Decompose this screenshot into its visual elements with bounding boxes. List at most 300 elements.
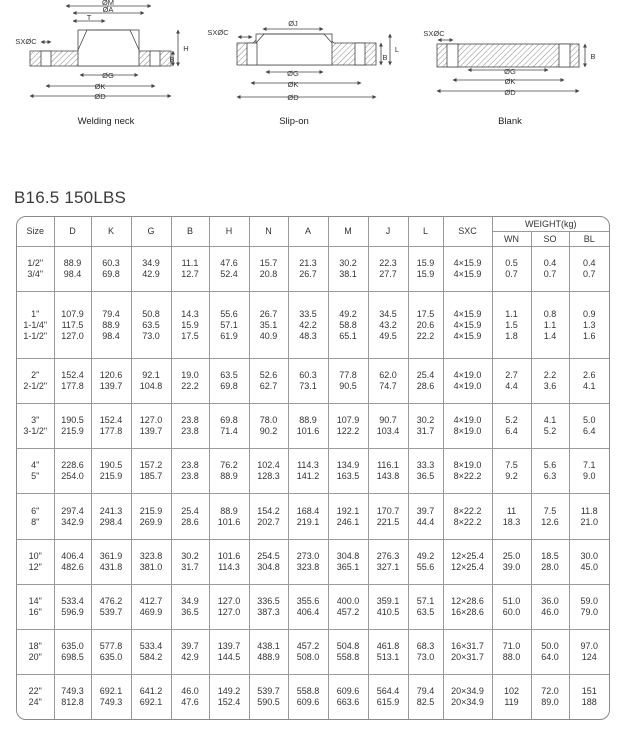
cell-value: 7.5 <box>543 505 557 516</box>
cell-value: 0.5 <box>505 258 518 269</box>
cell-m <box>328 584 368 629</box>
cell-value: 215.9 <box>61 426 84 437</box>
cell-value: 410.5 <box>376 606 400 617</box>
cell-m <box>328 247 368 292</box>
cell-value: 38.1 <box>339 269 357 280</box>
cell-value: 3.6 <box>543 381 557 392</box>
cell-value: 1.1 <box>505 308 518 319</box>
cell-value: 190.5 <box>61 415 84 426</box>
cell-h <box>209 404 249 449</box>
cell-value: 17.5 <box>416 308 435 319</box>
cell-h <box>209 630 249 675</box>
cell-d <box>54 675 91 719</box>
cell-value: 3-1/2" <box>23 426 48 437</box>
cell-value: 18.3 <box>502 516 521 527</box>
cell-value: 190.5 <box>99 460 123 471</box>
cell-k <box>91 247 131 292</box>
cell-value: 8×22.2 <box>453 505 482 516</box>
cell-l <box>408 404 443 449</box>
cell-value: 20×34.9 <box>451 697 484 708</box>
cell-value: 0.9 <box>583 308 596 319</box>
cell-value: 127.0 <box>217 595 241 606</box>
cell-n <box>249 584 288 629</box>
cell-value: 88.9 <box>220 471 238 482</box>
caption-welding-neck: Welding neck <box>77 116 135 127</box>
cell-value: 215.9 <box>139 505 163 516</box>
cell-sxc <box>443 494 492 539</box>
cell-value: 7.5 <box>505 460 518 471</box>
cell-k <box>91 449 131 494</box>
cell-value: 4×19.0 <box>453 381 482 392</box>
cell-value: 20.6 <box>416 319 435 330</box>
cell-value: 533.4 <box>139 641 163 652</box>
cell-value: 12.6 <box>541 516 559 527</box>
cell-value: 0.4 <box>543 258 557 269</box>
table-row <box>17 292 609 359</box>
header-h: H <box>209 217 249 247</box>
cell-n <box>249 494 288 539</box>
cell-n <box>249 539 288 584</box>
dimension-table <box>17 217 609 719</box>
cell-b <box>171 675 209 719</box>
cell-value: 144.5 <box>217 652 241 663</box>
cell-value: 89.0 <box>541 697 559 708</box>
cell-value: 4×15.9 <box>453 308 482 319</box>
cell-d <box>54 404 91 449</box>
cell-size <box>17 449 54 494</box>
cell-value: 16" <box>28 606 42 617</box>
cell-j <box>368 358 408 403</box>
cell-value: 2-1/2" <box>23 381 48 392</box>
cell-value: 141.2 <box>296 471 320 482</box>
caption-blank: Blank <box>498 116 522 127</box>
cell-value: 14" <box>28 595 42 606</box>
cell-value: 387.3 <box>257 606 280 617</box>
cell-value: 406.4 <box>296 606 320 617</box>
header-wn: WN <box>492 232 531 247</box>
cell-value: 488.9 <box>257 652 280 663</box>
header-b: B <box>171 217 209 247</box>
cell-value: 4×15.9 <box>453 319 482 330</box>
cell-h <box>209 539 249 584</box>
cell-bl <box>569 630 609 675</box>
cell-value: 61.9 <box>220 330 238 341</box>
cell-value: 2" <box>31 370 40 381</box>
header-n: N <box>249 217 288 247</box>
cell-value: 4×15.9 <box>453 269 482 280</box>
cell-m <box>328 539 368 584</box>
cell-value: 564.4 <box>376 686 400 697</box>
cell-value: 21.3 <box>299 258 317 269</box>
table-row <box>17 358 609 403</box>
header-j: J <box>368 217 408 247</box>
cell-l <box>408 247 443 292</box>
cell-value: 6.4 <box>505 426 518 437</box>
cell-value: 615.9 <box>376 697 400 708</box>
cell-h <box>209 675 249 719</box>
cell-j <box>368 247 408 292</box>
label-g: ØG <box>504 67 516 76</box>
cell-value: 5.6 <box>543 460 557 471</box>
cell-so <box>531 404 569 449</box>
cell-value: 4.1 <box>543 415 557 426</box>
cell-value: 2.6 <box>583 370 596 381</box>
cell-sxc <box>443 630 492 675</box>
cell-d <box>54 539 91 584</box>
cell-value: 46.0 <box>181 686 199 697</box>
cell-value: 219.1 <box>296 516 320 527</box>
cell-value: 23.8 <box>181 471 199 482</box>
cell-j <box>368 449 408 494</box>
cell-value: 152.4 <box>61 370 84 381</box>
cell-value: 60.3 <box>299 370 317 381</box>
cell-value: 457.2 <box>296 641 320 652</box>
cell-value: 101.6 <box>296 426 320 437</box>
cell-value: 78.0 <box>259 415 278 426</box>
cell-value: 11 <box>506 505 517 516</box>
cell-value: 139.7 <box>139 426 163 437</box>
cell-value: 188 <box>581 697 597 708</box>
cell-value: 63.5 <box>416 606 435 617</box>
cell-l <box>408 539 443 584</box>
cell-value: 18.5 <box>541 550 559 561</box>
cell-value: 698.5 <box>61 652 84 663</box>
cell-value: 2.7 <box>505 370 518 381</box>
cell-value: 79.4 <box>102 308 120 319</box>
cell-value: 143.8 <box>376 471 400 482</box>
cell-n <box>249 247 288 292</box>
cell-sxc <box>443 539 492 584</box>
cell-d <box>54 247 91 292</box>
cell-value: 103.4 <box>376 426 400 437</box>
cell-m <box>328 404 368 449</box>
cell-so <box>531 292 569 359</box>
cell-value: 69.8 <box>102 269 120 280</box>
cell-size <box>17 358 54 403</box>
cell-sxc <box>443 675 492 719</box>
cell-j <box>368 494 408 539</box>
label-k: ØK <box>287 80 299 89</box>
cell-d <box>54 584 91 629</box>
cell-size <box>17 494 54 539</box>
cell-so <box>531 358 569 403</box>
cell-value: 170.7 <box>376 505 400 516</box>
cell-value: 5.2 <box>505 415 518 426</box>
cell-g <box>131 449 171 494</box>
cell-value: 476.2 <box>99 595 123 606</box>
cell-value: 635.0 <box>99 652 123 663</box>
cell-l <box>408 630 443 675</box>
cell-value: 92.1 <box>142 370 160 381</box>
cell-g <box>131 247 171 292</box>
header-bl: BL <box>569 232 609 247</box>
cell-value: 269.9 <box>139 516 163 527</box>
cell-value: 30.0 <box>580 550 599 561</box>
cell-value: 20×31.7 <box>451 652 484 663</box>
cell-b <box>171 539 209 584</box>
cell-sxc <box>443 292 492 359</box>
cell-value: 4" <box>31 460 40 471</box>
cell-value: 79.4 <box>416 686 435 697</box>
cell-so <box>531 494 569 539</box>
cell-value: 36.5 <box>416 471 435 482</box>
cell-value: 60.0 <box>502 606 521 617</box>
cell-value: 1.4 <box>543 330 557 341</box>
cell-value: 12.7 <box>181 269 199 280</box>
table-row <box>17 247 609 292</box>
label-t: T <box>86 13 92 22</box>
cell-so <box>531 449 569 494</box>
cell-value: 221.5 <box>376 516 400 527</box>
cell-value: 117.5 <box>61 319 84 330</box>
label-l: L <box>394 45 400 54</box>
cell-value: 47.6 <box>181 697 199 708</box>
cell-value: 39.0 <box>502 561 521 572</box>
cell-value: 1.1 <box>543 319 557 330</box>
header-g: G <box>131 217 171 247</box>
cell-value: 533.4 <box>61 595 84 606</box>
cell-value: 12×28.6 <box>451 595 484 606</box>
cell-sxc <box>443 404 492 449</box>
cell-value: 26.7 <box>259 308 278 319</box>
cell-k <box>91 630 131 675</box>
cell-k <box>91 292 131 359</box>
header-so: SO <box>531 232 569 247</box>
cell-bl <box>569 404 609 449</box>
cell-bl <box>569 539 609 584</box>
cell-a <box>288 247 328 292</box>
cell-b <box>171 358 209 403</box>
cell-value: 596.9 <box>61 606 84 617</box>
cell-value: 254.5 <box>257 550 280 561</box>
cell-h <box>209 494 249 539</box>
cell-value: 22.3 <box>379 258 397 269</box>
cell-g <box>131 358 171 403</box>
cell-a <box>288 630 328 675</box>
cell-wn <box>492 494 531 539</box>
cell-value: 609.6 <box>296 697 320 708</box>
cell-value: 116.1 <box>377 460 399 471</box>
cell-value: 73.1 <box>299 381 317 392</box>
cell-value: 59.0 <box>580 595 599 606</box>
cell-value: 1.5 <box>505 319 518 330</box>
cell-value: 39.7 <box>416 505 435 516</box>
cell-value: 15.7 <box>259 258 278 269</box>
cell-value: 185.7 <box>139 471 163 482</box>
cell-value: 97.0 <box>580 641 599 652</box>
cell-value: 9.2 <box>505 471 518 482</box>
cell-value: 25.0 <box>502 550 521 561</box>
label-k: ØK <box>504 77 516 86</box>
cell-value: 50.8 <box>142 308 160 319</box>
cell-value: 241.3 <box>99 505 123 516</box>
cell-j <box>368 675 408 719</box>
cell-l <box>408 584 443 629</box>
cell-sxc <box>443 584 492 629</box>
cell-d <box>54 358 91 403</box>
cell-value: 327.1 <box>376 561 400 572</box>
cell-d <box>54 494 91 539</box>
cell-value: 19.0 <box>181 370 199 381</box>
cell-value: 28.6 <box>181 516 199 527</box>
cell-b <box>171 494 209 539</box>
cell-value: 22.2 <box>416 330 435 341</box>
cell-value: 22.2 <box>181 381 199 392</box>
cell-n <box>249 358 288 403</box>
cell-n <box>249 675 288 719</box>
cell-value: 692.1 <box>139 697 163 708</box>
cell-value: 215.9 <box>99 471 123 482</box>
cell-so <box>531 539 569 584</box>
cell-b <box>171 404 209 449</box>
cell-value: 20" <box>28 652 42 663</box>
table-title: B16.5 150LBS <box>14 188 127 207</box>
cell-value: 482.6 <box>61 561 84 572</box>
cell-value: 82.5 <box>416 697 435 708</box>
cell-value: 42.2 <box>299 319 317 330</box>
cell-value: 584.2 <box>139 652 163 663</box>
cell-so <box>531 247 569 292</box>
cell-b <box>171 449 209 494</box>
cell-value: 635.0 <box>61 641 84 652</box>
cell-value: 77.8 <box>339 370 357 381</box>
cell-value: 1.6 <box>583 330 596 341</box>
cell-value: 469.9 <box>139 606 163 617</box>
cell-value: 177.8 <box>99 426 123 437</box>
label-b: B <box>590 52 596 61</box>
cell-value: 102.4 <box>257 460 280 471</box>
cell-value: 8×22.2 <box>453 471 482 482</box>
cell-value: 134.9 <box>336 460 360 471</box>
slip-on-diagram <box>237 29 390 97</box>
cell-value: 15.9 <box>416 269 435 280</box>
label-d: ØD <box>504 88 516 97</box>
cell-value: 107.9 <box>61 308 84 319</box>
cell-value: 24" <box>28 697 42 708</box>
table-row <box>17 539 609 584</box>
cell-value: 5.2 <box>543 426 557 437</box>
cell-value: 34.5 <box>379 308 397 319</box>
cell-l <box>408 449 443 494</box>
cell-value: 298.4 <box>99 516 123 527</box>
cell-value: 52.6 <box>259 370 278 381</box>
cell-value: 3/4" <box>27 269 44 280</box>
header-l: L <box>408 217 443 247</box>
cell-value: 7.1 <box>583 460 596 471</box>
cell-m <box>328 630 368 675</box>
label-j: ØJ <box>288 19 298 28</box>
cell-value: 27.7 <box>379 269 397 280</box>
cell-value: 6.4 <box>583 426 596 437</box>
label-g: ØG <box>287 69 299 78</box>
cell-a <box>288 584 328 629</box>
cell-value: 60.3 <box>102 258 120 269</box>
cell-so <box>531 675 569 719</box>
cell-value: 457.2 <box>336 606 360 617</box>
cell-a <box>288 494 328 539</box>
cell-value: 1.8 <box>505 330 518 341</box>
table-row <box>17 404 609 449</box>
cell-value: 90.7 <box>379 415 397 426</box>
cell-value: 88.9 <box>220 505 238 516</box>
cell-value: 4×19.0 <box>453 415 482 426</box>
cell-value: 30.2 <box>181 550 199 561</box>
cell-wn <box>492 358 531 403</box>
cell-g <box>131 675 171 719</box>
cell-value: 64.0 <box>541 652 559 663</box>
header-size: Size <box>17 217 54 247</box>
cell-h <box>209 247 249 292</box>
cell-value: 90.2 <box>259 426 278 437</box>
cell-n <box>249 404 288 449</box>
label-h: H <box>183 44 189 53</box>
cell-value: 42.9 <box>142 269 160 280</box>
cell-value: 73.0 <box>416 652 435 663</box>
cell-value: 58.8 <box>339 319 357 330</box>
cell-value: 577.8 <box>99 641 123 652</box>
cell-value: 461.8 <box>376 641 400 652</box>
cell-value: 609.6 <box>336 686 360 697</box>
cell-a <box>288 539 328 584</box>
cell-value: 154.2 <box>257 505 280 516</box>
cell-value: 50.0 <box>541 641 559 652</box>
cell-value: 10" <box>28 550 42 561</box>
cell-l <box>408 675 443 719</box>
cell-value: 48.3 <box>299 330 317 341</box>
cell-value: 98.4 <box>63 269 82 280</box>
table-row <box>17 675 609 719</box>
cell-value: 26.7 <box>299 269 317 280</box>
cell-value: 323.8 <box>296 561 320 572</box>
cell-l <box>408 494 443 539</box>
label-g: ØG <box>102 71 114 80</box>
cell-value: 49.2 <box>416 550 435 561</box>
cell-value: 14.3 <box>181 308 199 319</box>
cell-value: 9.0 <box>583 471 596 482</box>
cell-bl <box>569 449 609 494</box>
cell-value: 47.6 <box>220 258 238 269</box>
cell-m <box>328 449 368 494</box>
cell-value: 12×25.4 <box>451 550 484 561</box>
cell-a <box>288 449 328 494</box>
cell-j <box>368 539 408 584</box>
cell-value: 127.0 <box>139 415 163 426</box>
cell-value: 57.1 <box>416 595 435 606</box>
cell-value: 1.3 <box>583 319 596 330</box>
cell-j <box>368 584 408 629</box>
cell-value: 1" <box>31 308 40 319</box>
cell-value: 52.4 <box>220 269 238 280</box>
cell-value: 558.8 <box>296 686 320 697</box>
cell-value: 8×19.0 <box>453 460 482 471</box>
cell-value: 102 <box>503 686 520 697</box>
label-m: ØM <box>101 0 115 7</box>
label-k: ØK <box>94 82 106 91</box>
cell-value: 35.1 <box>259 319 278 330</box>
cell-value: 4.4 <box>505 381 518 392</box>
cell-value: 177.8 <box>61 381 84 392</box>
cell-value: 36.0 <box>541 595 559 606</box>
cell-value: 228.6 <box>61 460 84 471</box>
header-sxc: SXC <box>443 217 492 247</box>
cell-value: 297.4 <box>61 505 84 516</box>
cell-value: 124 <box>581 652 597 663</box>
cell-value: 323.8 <box>139 550 163 561</box>
cell-size <box>17 292 54 359</box>
cell-value: 431.8 <box>99 561 123 572</box>
table-row <box>17 584 609 629</box>
cell-sxc <box>443 247 492 292</box>
